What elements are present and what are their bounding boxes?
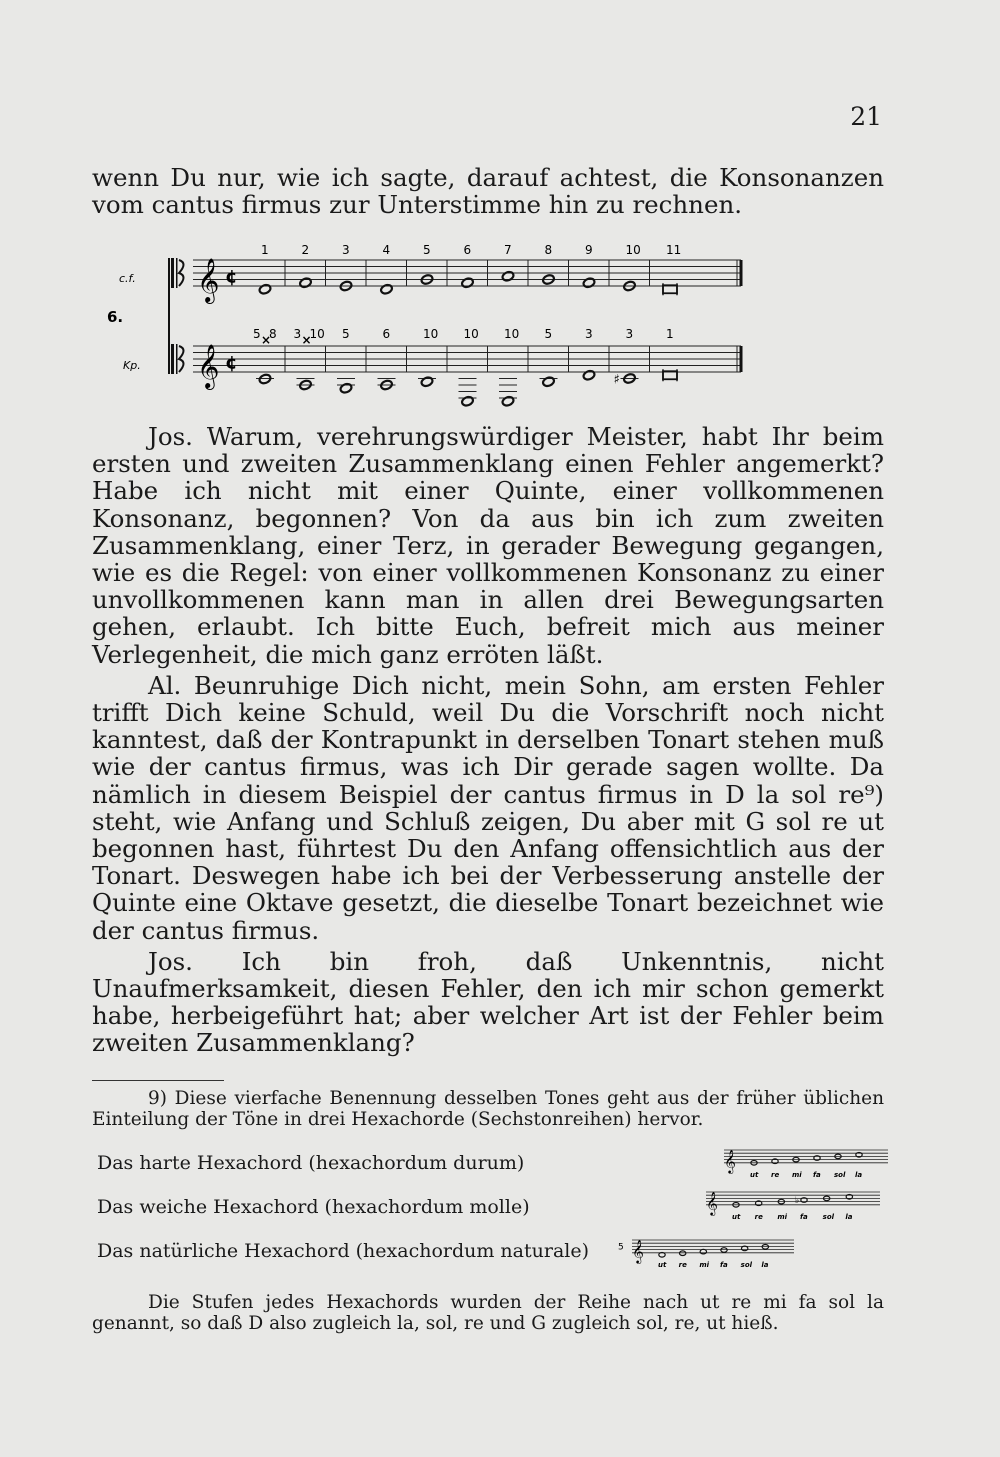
counterpoint-note (542, 376, 555, 387)
sharp-sign: ♯ (613, 372, 620, 388)
measure-number: 5 (423, 243, 431, 257)
solmization-syllable: mi (792, 1170, 802, 1179)
counterpoint-note (582, 370, 595, 381)
hexachord-staff-naturale (616, 1232, 796, 1278)
measure-number: 7 (504, 243, 512, 257)
solmization-syllable: re (754, 1212, 763, 1221)
solmization-syllable: la (761, 1260, 769, 1269)
hexachord-label-naturale: Das natürliche Hexachord (hexachordum naturale) (97, 1240, 590, 1262)
hexachord-staff-durum (720, 1142, 890, 1182)
measure-number: 4 (382, 243, 391, 257)
example-number: 6. (107, 308, 124, 326)
solmization-syllable: ut (658, 1260, 667, 1269)
counterpoint-note (501, 396, 514, 407)
c-clef-bar (176, 258, 178, 288)
lower-staff (171, 344, 741, 390)
clef-mark: 5 (618, 1242, 624, 1253)
paragraph-text: Warum, verehrungswürdiger Meister, habt Ihr beim ersten und zweiten Zusammenklang einen Fehler angemerkt? Habe ich nicht mit einer Quinte, einer vollkommenen Konsonanz, begonnen? Von da aus bin ich zum zweiten Zusammenklang, einer Terz, in gerader Bewegung gegangen, wie es die Regel: von einer vollkommenen Konsonanz zu einer unvollkommenen kann man in allen drei Bewegungsarten gehen, erlaubt. Ich bitte Euch, befreit mich aus meiner Verlegenheit, die mich ganz erröten läßt. (92, 422, 884, 669)
cantus-firmus-note (380, 284, 393, 295)
page-number: 21 (850, 102, 882, 131)
interval-number: 3 (293, 327, 302, 341)
cantus-firmus-note (501, 271, 514, 282)
interval-number: 5 (253, 327, 261, 341)
treble-clef: 𝄞 (706, 1190, 718, 1215)
treble-clef: 𝄞 (197, 344, 220, 388)
lower-voice-label: Kp. (123, 359, 141, 372)
speaker-name: Jos. (148, 422, 193, 451)
solmization-syllable: fa (813, 1170, 821, 1179)
solmization-syllable: ut (732, 1212, 741, 1221)
solmization-syllable: la (855, 1170, 863, 1179)
cantus-firmus-note (461, 277, 474, 288)
footnote-closing-text: Die Stufen jedes Hexachords wurden der Reihe nach ut re mi fa sol la genannt, so daß D also zugleich la, sol, re und G zugleich sol, re, ut hieß. (92, 1292, 884, 1334)
c-clef (171, 258, 174, 288)
interval-number: 3 (625, 327, 634, 341)
hexachord-label-durum: Das harte Hexachord (hexachordum durum) (97, 1152, 525, 1174)
paragraph-text: Ich bin froh, daß Unkenntnis, nicht Unaufmerksamkeit, diesen Fehler, den ich mir schon gemerkt habe, herbeigeführt hat; aber welcher Art ist der Fehler beim zweiten Zusammenklang? (92, 946, 885, 1058)
solmization-syllable: re (678, 1260, 687, 1269)
hexachord-label-molle: Das weiche Hexachord (hexachordum molle) (97, 1196, 530, 1218)
interval-number: 1 (666, 327, 674, 341)
upper-staff (171, 258, 741, 304)
interval-number: 10 (463, 327, 479, 341)
solmization-syllable: mi (777, 1212, 788, 1221)
solmization-syllable: fa (800, 1212, 808, 1221)
solmization-syllable: sol (834, 1170, 846, 1179)
counterpoint-note (339, 383, 352, 394)
solmization-syllable: fa (720, 1260, 728, 1269)
intro-paragraph (92, 164, 884, 218)
solmization-syllable: sol (822, 1212, 835, 1221)
solmization-syllable: re (771, 1170, 780, 1179)
measure-number: 2 (301, 243, 310, 257)
flat-sign: ♭ (795, 1196, 800, 1206)
paragraph-1 (92, 423, 884, 668)
footnote-text: 9) Diese vierfache Benennung desselben Tones geht aus der früher üblichen Einteilung der Töne in drei Hexachorde (Sechstonreihen) hervor. (92, 1088, 884, 1130)
paragraph-text: Beunruhige Dich nicht, mein Sohn, am ersten Fehler trifft Dich keine Schuld, weil Du die Vorschrift noch nicht kanntest, daß der Kontrapunkt in derselben Tonart stehen muß wie der cantus firmus, was ich Dir gerade sagen wollte. Da nämlich in diesem Beispiel der cantus firmus in D la sol re⁹) steht, wie Anfang und Schluß zeigen, Du aber mit G sol re ut begonnen hast, führtest Du den Anfang offensichtlich aus der Tonart. Deswegen habe ich bei der Verbesserung anstelle der Quinte eine Oktave gesetzt, die dieselbe Tonart bezeichnet wie der cantus firmus. (92, 670, 884, 945)
dialogue (92, 423, 884, 1057)
c-clef-curl (179, 260, 184, 286)
treble-clef: 𝄞 (632, 1238, 644, 1263)
footnote-rule (92, 1080, 224, 1081)
interval-number: 5 (544, 327, 553, 341)
correction-mark: × (261, 333, 272, 347)
interval-number: 10 (309, 327, 325, 341)
interval-number: 5 (342, 327, 350, 341)
hexachord-staff-molle (702, 1184, 882, 1226)
measure-number: 8 (544, 243, 553, 257)
cantus-firmus-note (582, 277, 595, 288)
paragraph-2 (92, 672, 884, 944)
intro-text: wenn Du nur, wie ich sagte, darauf achtest, die Konsonanzen vom cantus firmus zur Unterstimme hin zu rechnen. (92, 163, 884, 220)
hexachord-note (762, 1245, 768, 1250)
correction-mark: × (301, 333, 312, 347)
c-clef-curl (179, 346, 184, 372)
interval-number: 3 (585, 327, 593, 341)
solmization-syllable: ut (750, 1170, 759, 1179)
solmization-syllable: mi (699, 1260, 710, 1269)
speaker-name: Al. (148, 670, 182, 700)
c-clef (171, 344, 174, 374)
footnote (92, 1088, 884, 1130)
interval-number: 10 (423, 327, 439, 341)
solmization-syllable: sol (740, 1260, 753, 1269)
measure-number: 3 (342, 243, 350, 257)
music-example (105, 238, 765, 408)
cut-time: ¢ (225, 266, 238, 288)
counterpoint-note (420, 376, 433, 387)
measure-number: 10 (625, 243, 641, 257)
measure-number: 9 (585, 243, 593, 257)
treble-clef: 𝄞 (197, 258, 220, 302)
interval-number: 6 (382, 327, 391, 341)
c-clef-bar (176, 344, 178, 374)
measure-number: 6 (463, 243, 472, 257)
treble-clef: 𝄞 (724, 1148, 736, 1173)
cantus-firmus-note (258, 284, 271, 295)
interval-number: 8 (269, 327, 277, 341)
counterpoint-note (461, 396, 474, 407)
solmization-syllable: la (845, 1212, 853, 1221)
interval-number: 10 (504, 327, 520, 341)
measure-number: 1 (261, 243, 269, 257)
cut-time: ¢ (225, 352, 238, 374)
paragraph-3 (92, 948, 884, 1057)
cantus-firmus-note (299, 277, 312, 288)
speaker-name: Jos. (148, 946, 193, 976)
measure-number: 11 (666, 243, 682, 257)
upper-voice-label: c.f. (119, 272, 136, 285)
footnote-closing (92, 1292, 884, 1334)
